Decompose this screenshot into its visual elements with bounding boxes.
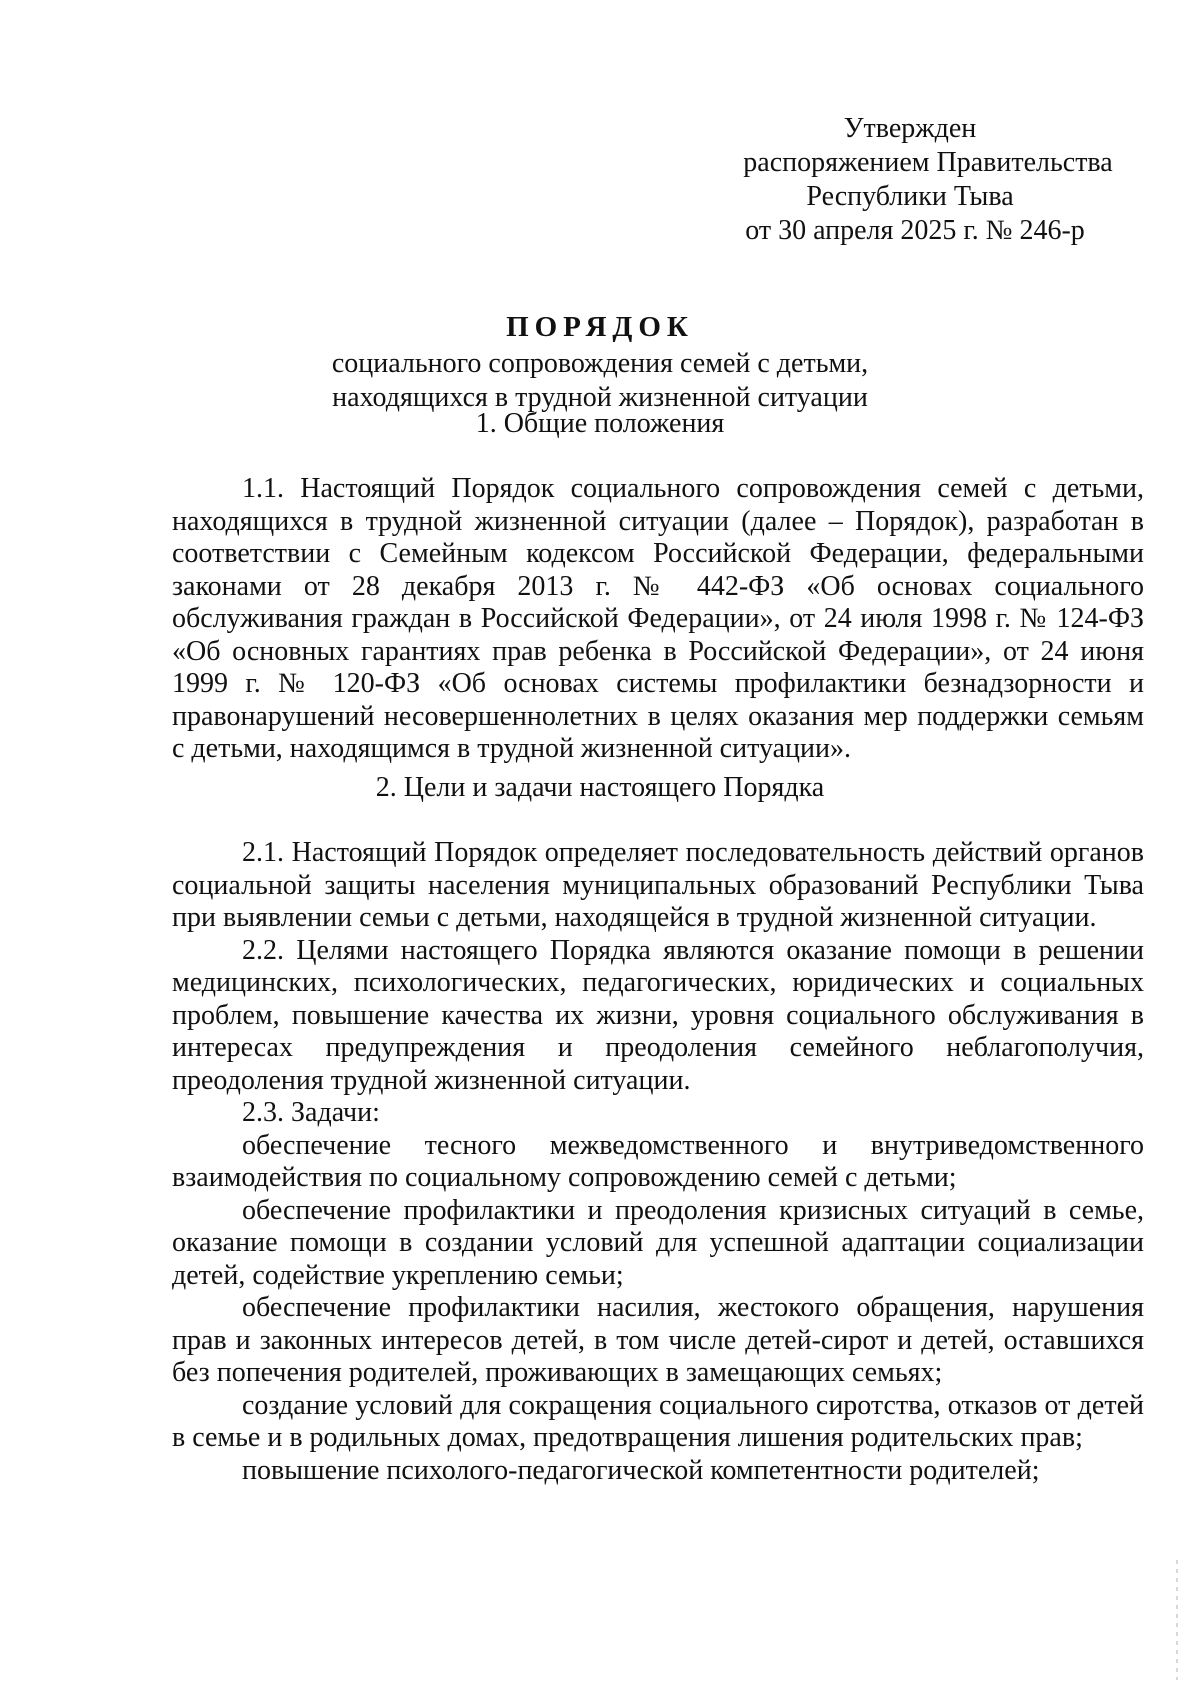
subtitle-line-1: социального сопровождения семей с детьми, (331, 348, 869, 379)
scan-edge-mark (1176, 1560, 1178, 1680)
paragraph-1-1: 1.1. Настоящий Порядок социального сопровождения семей с детьми, находящихся в трудной жизненной ситуации (далее – Порядок), разработан в соответствии с Семейным кодексом Российской Федерации, федеральными законами от 28 декабря 2013 г. № 442-ФЗ «Об основах социального обслуживания граждан в Российской Федерации», от 24 июля 1998 г. № 124-ФЗ «Об основных гарантиях прав ребенка в Российской Федерации», от 24 июня 1999 г. № 120-ФЗ «Об основах системы профилактики безнадзорности и правонарушений несовершеннолетних в целях оказания мер поддержки семьям с детьми, находящимся в трудной жизненной ситуации». (172, 473, 1144, 764)
approval-line-date: от 30 апреля 2025 г. № 246-р (745, 215, 1085, 246)
section-2-body (172, 837, 1144, 1487)
approval-line-approved: Утвержден (843, 113, 977, 144)
task-item: повышение психолого-педагогической компетентности родителей; (242, 1454, 1040, 1486)
paragraph-2-3: 2.3. Задачи: (242, 1097, 380, 1128)
section-1-body (172, 473, 1144, 766)
task-item: создание условий для сокращения социального сиротства, отказов от детей в семье и в родильных домах, предотвращения лишения родительских прав; (172, 1389, 1144, 1453)
subtitle-line-2: находящихся в трудной жизненной ситуации (332, 382, 868, 413)
task-item: обеспечение профилактики насилия, жестокого обращения, нарушения прав и законных интересов детей, в том числе детей-сирот и детей, оставшихся без попечения родителей, проживающих в замещающих семьях; (172, 1292, 1144, 1388)
document-title: ПОРЯДОК (506, 311, 694, 343)
task-item: обеспечение профилактики и преодоления кризисных ситуаций в семье, оказание помощи в создании условий для успешной адаптации социализации детей, содействие укреплению семьи; (172, 1194, 1144, 1291)
paragraph-2-1: 2.1. Настоящий Порядок определяет последовательность действий органов социальной защиты населения муниципальных образований Республики Тыва при выявлении семьи с детьми, находящейся в трудной жизненной ситуации. (172, 837, 1144, 933)
section-2-heading: 2. Цели и задачи настоящего Порядка (375, 772, 825, 803)
document-subtitle (0, 347, 1200, 415)
approval-line-republic: Республики Тыва (806, 181, 1014, 212)
paragraph-2-2: 2.2. Целями настоящего Порядка являются оказание помощи в решении медицинских, психологических, педагогических, юридических и социальных проблем, повышение качества их жизни, уровня социального обслуживания в интересах предупреждения и преодоления семейного неблагополучия, преодоления трудной жизненной ситуации. (172, 934, 1144, 1096)
section-1-heading: 1. Общие положения (475, 408, 725, 439)
approval-stamp (700, 112, 1120, 248)
approval-line-order: распоряжением Правительства (743, 147, 1113, 178)
task-item: обеспечение тесного межведомственного и внутриведомственного взаимодействия по социальному сопровождению семей с детьми; (172, 1129, 1144, 1193)
